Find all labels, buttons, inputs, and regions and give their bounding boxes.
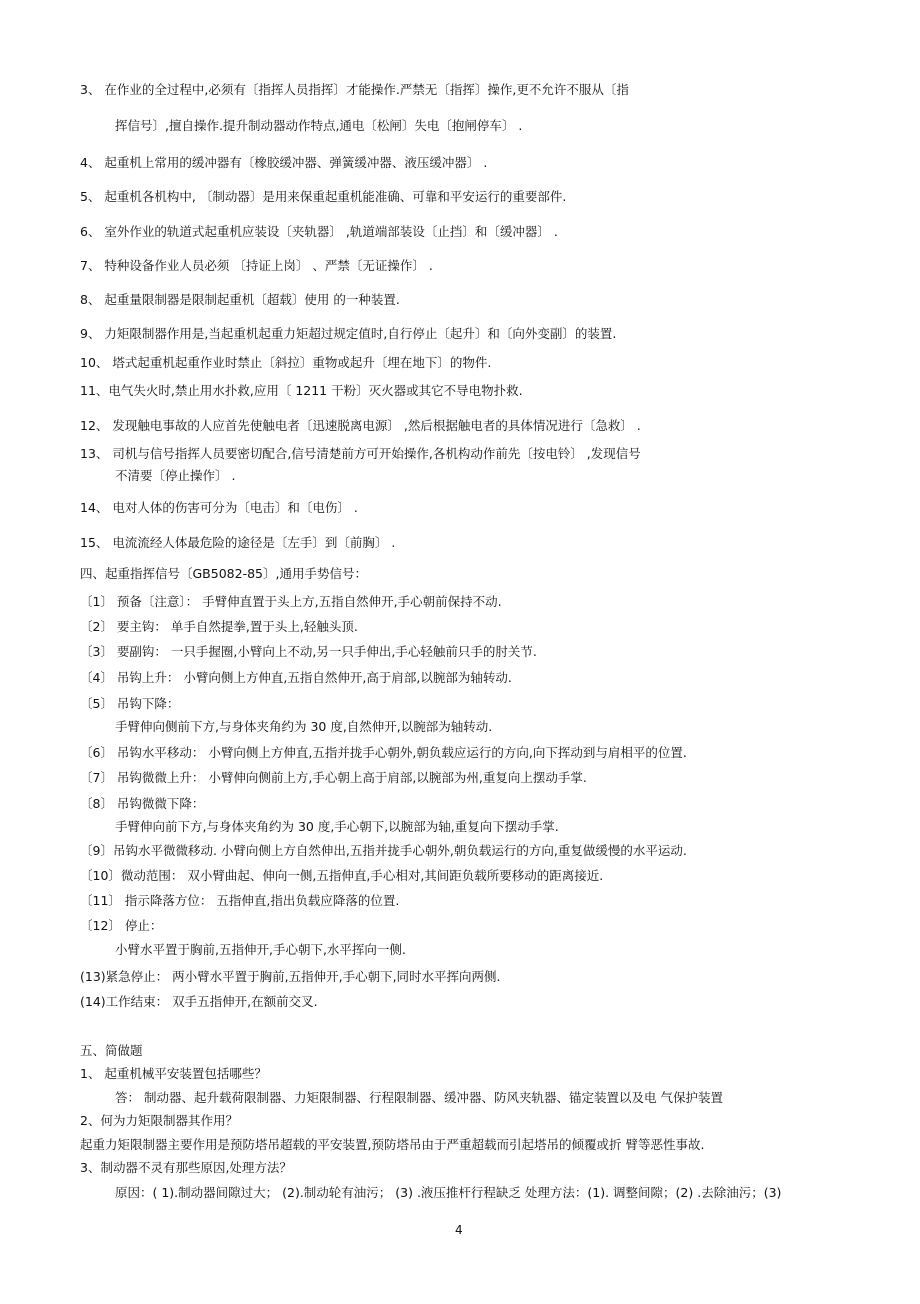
gesture-10: 〔10〕微动范围： 双小臂曲起、伸向一侧,五指伸直,手心相对,其间距负载所要移动的距离接近.	[80, 868, 604, 883]
gesture-5-title: 〔5〕 吊钩下降：	[80, 696, 180, 711]
gesture-12-title: 〔12〕 停止：	[80, 918, 163, 933]
short-answer-2-question: 2、何为力矩限制器其作用？	[80, 1113, 238, 1128]
question-3-line-1: 3、 在作业的全过程中,必须有〔指挥人员指挥〕才能操作.严禁无〔指挥〕操作,更不允许不服从〔指	[80, 82, 629, 97]
gesture-8-title: 〔8〕 吊钩微微下降：	[80, 796, 205, 811]
question-13-line-2: 不清要〔停止操作〕 .	[115, 468, 236, 483]
gesture-12-body: 小臂水平置于胸前,五指伸开,手心朝下,水平挥向一侧.	[115, 942, 406, 957]
short-answer-3-question: 3、制动器不灵有那些原因,处理方法？	[80, 1160, 292, 1175]
short-answer-1-answer: 答： 制动器、起升载荷限制器、力矩限制器、行程限制器、缓冲器、防风夹轨器、锚定装置以及电 气保护装置	[115, 1090, 723, 1105]
gesture-6: 〔6〕 吊钩水平移动： 小臂向侧上方伸直,五指并拢手心朝外,朝负载应运行的方向,向下挥动到与肩相平的位置.	[80, 745, 687, 760]
question-15: 15、 电流流经人体最危险的途径是〔左手〕到〔前胸〕 .	[80, 535, 396, 550]
question-13-line-1: 13、 司机与信号指挥人员要密切配合,信号清楚前方可开始操作,各机构动作前先〔按电铃〕 ,发现信号	[80, 446, 641, 461]
gesture-7: 〔7〕 吊钩微微上升： 小臂伸向侧前上方,手心朝上高于肩部,以腕部为州,重复向上摆动手掌.	[80, 770, 587, 785]
question-3-line-2: 挥信号〕,擅自操作.提升制动器动作特点,通电〔松闸〕失电〔抱闸停车〕 .	[115, 118, 523, 133]
question-11: 11、电气失火时,禁止用水扑救,应用〔 1211 干粉〕灭火器或其它不导电物扑救.	[80, 383, 523, 398]
gesture-14: (14)工作结束： 双手五指伸开,在额前交叉.	[80, 994, 318, 1009]
question-7: 7、 特种设备作业人员必须 〔持证上岗〕 、严禁〔无证操作〕 .	[80, 258, 433, 273]
gesture-3: 〔3〕 要副钩： 一只手握圈,小臂向上不动,另一只手伸出,手心轻触前只手的肘关节.	[80, 644, 537, 659]
short-answer-3-answer: 原因：( 1).制动器间隙过大； (2).制动轮有油污； (3) .液压推杆行程缺乏 处理方法：(1). 调整间隙；(2) .去除油污；(3)	[115, 1185, 782, 1200]
section-5-heading: 五、简做题	[80, 1043, 143, 1058]
question-4: 4、 起重机上常用的缓冲器有〔橡胶缓冲器、弹簧缓冲器、液压缓冲器〕 .	[80, 155, 488, 170]
gesture-11: 〔11〕 指示降落方位： 五指伸直,指出负载应降落的位置.	[80, 893, 400, 908]
short-answer-1-question: 1、 起重机械平安装置包括哪些？	[80, 1066, 267, 1081]
gesture-4: 〔4〕 吊钩上升： 小臂向侧上方伸直,五指自然伸开,高于肩部,以腕部为轴转动.	[80, 670, 512, 685]
page-number: 4	[455, 1223, 463, 1237]
question-5: 5、 起重机各机构中, 〔制动器〕是用来保重起重机能准确、可靠和平安运行的重要部件.	[80, 189, 567, 204]
gesture-1: 〔1〕 预备〔注意〕： 手臂伸直置于头上方,五指自然伸开,手心朝前保持不动.	[80, 594, 502, 609]
gesture-2: 〔2〕 要主钩： 单手自然提拳,置于头上,轻触头顶.	[80, 619, 358, 634]
question-12: 12、 发现触电事故的人应首先使触电者〔迅速脱离电源〕 ,然后根据触电者的具体情况进行〔急救〕 .	[80, 418, 641, 433]
question-6: 6、 室外作业的轨道式起重机应装设〔夹轨器〕 ,轨道端部装设〔止挡〕和〔缓冲器〕 .	[80, 224, 558, 239]
short-answer-2-answer: 起重力矩限制器主要作用是预防塔吊超载的平安装置,预防塔吊由于严重超载而引起塔吊的倾覆或折 臂等恶性事故.	[80, 1137, 705, 1152]
question-10: 10、 塔式起重机起重作业时禁止〔斜拉〕重物或起升〔埋在地下〕的物件.	[80, 355, 492, 370]
section-4-heading: 四、起重指挥信号〔GB5082-85〕,通用手势信号：	[80, 566, 367, 581]
question-9: 9、 力矩限制器作用是,当起重机起重力矩超过规定值时,自行停止〔起升〕和〔向外变副〕的装置.	[80, 326, 617, 341]
question-8: 8、 起重量限制器是限制起重机〔超载〕使用 的一种装置.	[80, 292, 400, 307]
gesture-9: 〔9〕吊钩水平微微移动. 小臂向侧上方自然伸出,五指并拢手心朝外,朝负载运行的方向,重复做缓慢的水平运动.	[80, 843, 687, 858]
gesture-5-body: 手臂伸向侧前下方,与身体夹角约为 30 度,自然伸开,以腕部为轴转动.	[115, 719, 493, 734]
gesture-8-body: 手臂伸向前下方,与身体夹角约为 30 度,手心朝下,以腕部为轴,重复向下摆动手掌.	[115, 819, 559, 834]
gesture-13: (13)紧急停止： 两小臂水平置于胸前,五指伸开,手心朝下,同时水平挥向两侧.	[80, 969, 501, 984]
question-14: 14、 电对人体的伤害可分为〔电击〕和〔电伤〕 .	[80, 500, 358, 515]
